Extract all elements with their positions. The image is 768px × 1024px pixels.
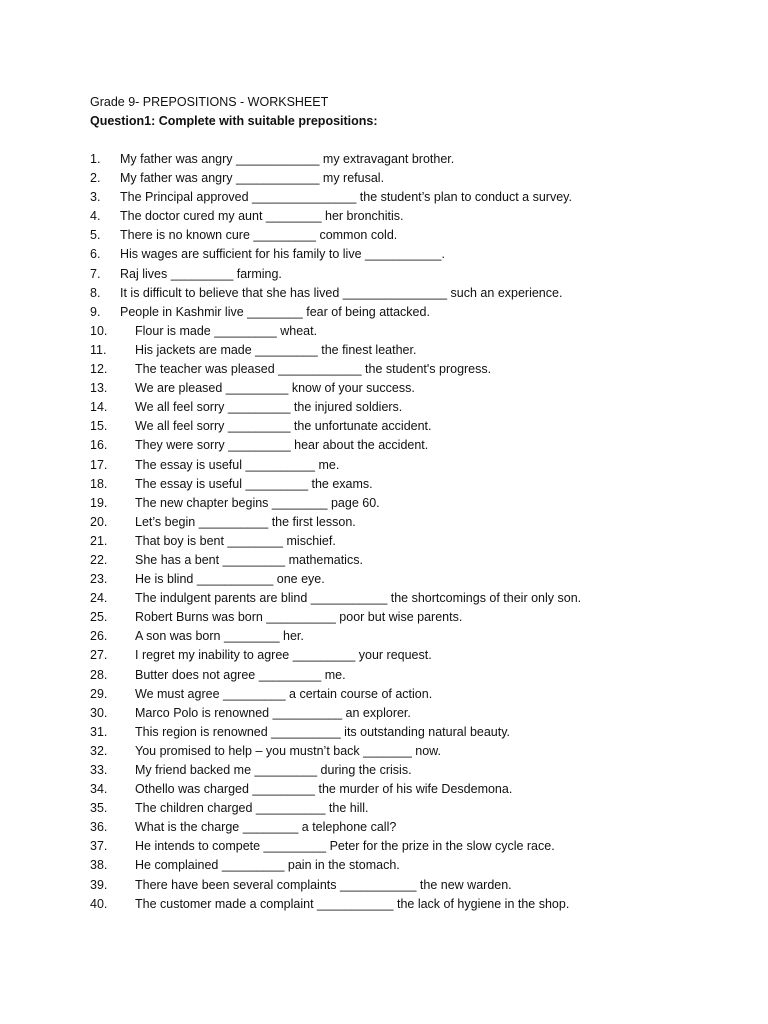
- list-item: [90, 226, 730, 245]
- list-item: [90, 723, 730, 742]
- list-item: [90, 876, 730, 895]
- item-text: The indulgent parents are blind ___________ the shortcomings of their only son.: [135, 591, 582, 606]
- item-text: Raj lives _________ farming.: [120, 266, 282, 281]
- item-text: Let’s begin __________ the first lesson.: [135, 514, 356, 529]
- item-text: My friend backed me _________ during the crisis.: [135, 763, 412, 777]
- item-text: Othello was charged _________ the murder of his wife Desdemona.: [135, 782, 513, 797]
- item-number: 30.: [90, 705, 108, 720]
- item-number: 28.: [90, 667, 108, 682]
- item-text: My father was angry ____________ my refusal.: [120, 171, 385, 186]
- list-item: [90, 856, 730, 875]
- list-item: [90, 341, 730, 360]
- item-number: 29.: [90, 686, 108, 701]
- item-number: 9.: [90, 304, 101, 319]
- item-text: The essay is useful __________ me.: [135, 457, 340, 472]
- worksheet-title: Grade 9- PREPOSITIONS - WORKSHEET: [90, 95, 329, 109]
- item-text: What is the charge ________ a telephone call?: [135, 820, 397, 835]
- list-item: [90, 436, 730, 455]
- item-text: The Principal approved _______________ the student’s plan to conduct a survey.: [120, 190, 572, 205]
- list-item: [90, 417, 730, 436]
- list-item: [90, 685, 730, 704]
- item-text: The essay is useful _________ the exams.: [135, 476, 373, 491]
- item-number: 17.: [90, 457, 108, 472]
- list-item: [90, 284, 730, 303]
- list-item: [90, 608, 730, 627]
- list-item: [90, 188, 730, 207]
- item-number: 4.: [90, 209, 101, 224]
- list-item: [90, 379, 730, 398]
- item-text: The teacher was pleased ____________ the student's progress.: [135, 362, 492, 377]
- item-text: Flour is made _________ wheat.: [135, 323, 318, 338]
- list-item: [90, 627, 730, 646]
- list-item: [90, 666, 730, 685]
- item-text: There have been several complaints ___________ the new warden.: [135, 877, 512, 892]
- list-item: [90, 360, 730, 379]
- list-item: [90, 245, 730, 264]
- item-text: We all feel sorry _________ the unfortunate accident.: [135, 419, 432, 434]
- item-text: I regret my inability to agree _________ your request.: [135, 648, 432, 663]
- list-item: [90, 704, 730, 723]
- item-text: There is no known cure _________ common cold.: [120, 228, 398, 243]
- item-number: 6.: [90, 247, 101, 262]
- item-number: 8.: [90, 285, 101, 300]
- item-text: We must agree _________ a certain course of action.: [135, 686, 433, 701]
- item-number: 1.: [90, 152, 101, 166]
- item-text: We all feel sorry _________ the injured soldiers.: [135, 400, 403, 415]
- list-item: [90, 456, 730, 475]
- item-text: People in Kashmir live ________ fear of being attacked.: [120, 304, 430, 319]
- item-text: We are pleased _________ know of your success.: [135, 381, 415, 396]
- item-number: 3.: [90, 190, 101, 205]
- item-number: 12.: [90, 362, 108, 377]
- list-item: [90, 513, 730, 532]
- list-item: [90, 780, 730, 799]
- item-number: 32.: [90, 743, 108, 758]
- item-number: 5.: [90, 228, 101, 243]
- list-item: [90, 532, 730, 551]
- list-item: [90, 895, 730, 914]
- item-text: The doctor cured my aunt ________ her bronchitis.: [120, 209, 404, 224]
- item-number: 36.: [90, 820, 108, 835]
- item-text: His jackets are made _________ the finest leather.: [135, 342, 417, 357]
- item-number: 20.: [90, 514, 108, 529]
- item-number: 7.: [90, 266, 101, 281]
- item-number: 16.: [90, 438, 108, 453]
- item-number: 34.: [90, 782, 108, 797]
- item-text: He is blind ___________ one eye.: [135, 572, 325, 587]
- item-text: My father was angry ____________ my extravagant brother.: [120, 152, 455, 166]
- item-number: 25.: [90, 610, 108, 625]
- list-item: [90, 570, 730, 589]
- list-item: [90, 322, 730, 341]
- list-item: [90, 475, 730, 494]
- worksheet-page: [90, 94, 730, 914]
- list-item: [90, 494, 730, 513]
- item-number: 31.: [90, 724, 108, 739]
- item-text: Marco Polo is renowned __________ an explorer.: [135, 705, 411, 720]
- item-number: 2.: [90, 171, 101, 186]
- item-number: 39.: [90, 877, 108, 892]
- list-item: [90, 303, 730, 322]
- item-text: The customer made a complaint ___________ the lack of hygiene in the shop.: [135, 896, 570, 911]
- list-item: [90, 742, 730, 761]
- item-number: 11.: [90, 342, 107, 357]
- item-number: 22.: [90, 552, 108, 567]
- list-item: [90, 207, 730, 226]
- item-text: A son was born ________ her.: [135, 629, 304, 644]
- list-item: [90, 818, 730, 837]
- item-number: 33.: [90, 763, 108, 777]
- item-number: 37.: [90, 839, 108, 854]
- list-item: [90, 169, 730, 188]
- list-item: [90, 837, 730, 856]
- item-number: 13.: [90, 381, 108, 396]
- item-text: Butter does not agree _________ me.: [135, 667, 346, 682]
- item-text: Robert Burns was born __________ poor but wise parents.: [135, 610, 463, 625]
- item-text: They were sorry _________ hear about the accident.: [135, 438, 429, 453]
- item-number: 19.: [90, 495, 108, 510]
- list-item: [90, 799, 730, 818]
- list-item: [90, 265, 730, 284]
- list-item: [90, 589, 730, 608]
- list-item: [90, 646, 730, 665]
- item-number: 21.: [90, 533, 108, 548]
- question-heading: Question1: Complete with suitable prepositions:: [90, 114, 378, 128]
- item-text: He intends to compete _________ Peter for the prize in the slow cycle race.: [135, 839, 555, 854]
- item-number: 26.: [90, 629, 108, 644]
- item-number: 18.: [90, 476, 108, 491]
- item-number: 38.: [90, 858, 108, 873]
- list-item: [90, 551, 730, 570]
- item-number: 27.: [90, 648, 108, 663]
- item-text: His wages are sufficient for his family to live ___________.: [120, 247, 445, 262]
- item-number: 35.: [90, 801, 108, 816]
- item-number: 10.: [90, 323, 108, 338]
- item-number: 24.: [90, 591, 108, 606]
- item-text: The new chapter begins ________ page 60.: [135, 495, 380, 510]
- item-text: He complained _________ pain in the stomach.: [135, 858, 400, 873]
- question-list: [90, 150, 730, 914]
- item-number: 14.: [90, 400, 108, 415]
- list-item: [90, 150, 730, 169]
- item-text: That boy is bent ________ mischief.: [135, 533, 336, 548]
- item-number: 40.: [90, 896, 108, 911]
- item-text: It is difficult to believe that she has lived _______________ such an experience.: [120, 285, 563, 300]
- list-item: [90, 761, 730, 780]
- item-number: 23.: [90, 572, 108, 587]
- item-text: You promised to help – you mustn’t back _______ now.: [135, 743, 441, 758]
- item-text: This region is renowned __________ its outstanding natural beauty.: [135, 724, 511, 739]
- list-item: [90, 398, 730, 417]
- item-text: The children charged __________ the hill.: [135, 801, 369, 816]
- item-number: 15.: [90, 419, 108, 434]
- item-text: She has a bent _________ mathematics.: [135, 552, 363, 567]
